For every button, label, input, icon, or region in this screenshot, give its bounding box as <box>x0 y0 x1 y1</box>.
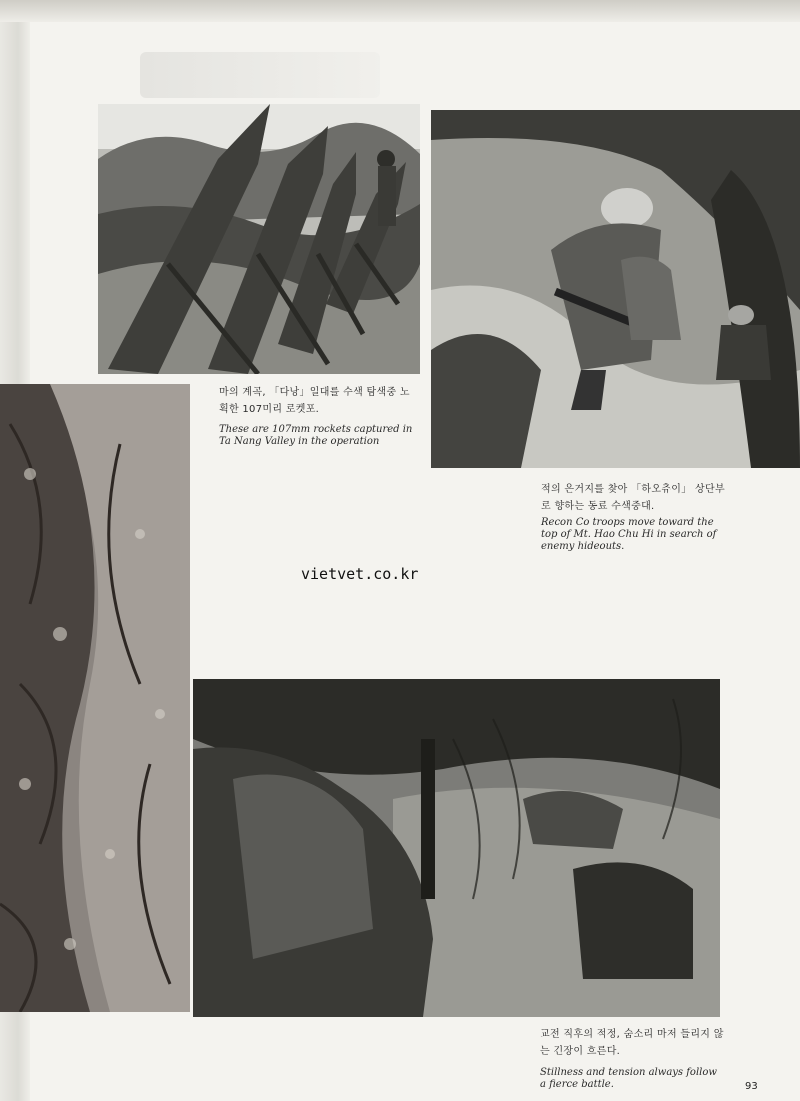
photo-captured-rockets <box>98 104 420 374</box>
caption-battle-korean: 교전 직후의 적정, 숨소리 마저 들리지 않는 긴장이 흐른다. <box>540 1029 724 1057</box>
caption-rockets-korean: 마의 계곡, 「다낭」일대를 수색 탐색중 노획한 107미리 로켓포. <box>219 387 410 415</box>
photo-recon-troops <box>431 110 800 468</box>
caption-battle-english: Stillness and tension always follow a fierce battle. <box>540 1067 717 1090</box>
caption-recon-korean: 적의 은거지를 찾아 「하오츄이」 상단부로 향하는 동료 수색중대. <box>541 484 725 512</box>
photo-soldiers-battle <box>193 679 720 1017</box>
caption-rockets-english: These are 107mm rockets captured in Ta Nang Valley in the operation <box>219 424 413 447</box>
page-number: 93 <box>745 1081 758 1092</box>
site-watermark: vietvet.co.kr <box>301 565 419 583</box>
photo-rock-foliage <box>0 384 190 1012</box>
page-top-shadow <box>0 0 800 22</box>
faded-title-bleed <box>140 52 380 98</box>
caption-recon-english: Recon Co troops move toward the top of Mt. Hao Chu Hi in search of enemy hideouts. <box>541 517 717 552</box>
